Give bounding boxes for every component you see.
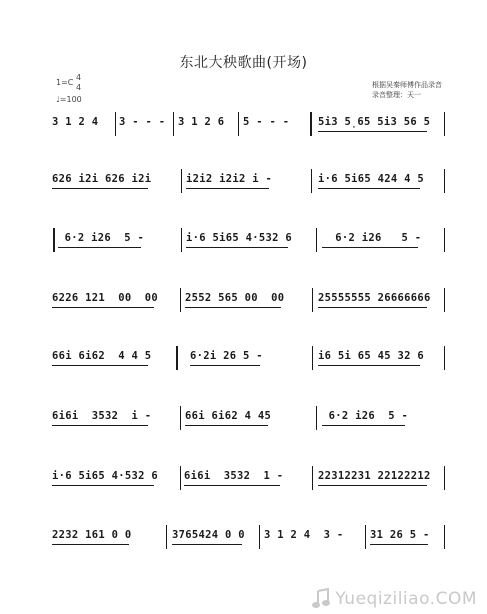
bar-line (181, 228, 182, 252)
beam-line (318, 485, 427, 486)
bar-line (444, 228, 445, 252)
bar-line (444, 169, 445, 193)
notation-text: 6226 121 00 00 (52, 292, 158, 304)
notation-text: 6·2i 26 5 - (190, 350, 263, 362)
time-signature-numerator: 4 (76, 73, 82, 82)
beam-line (318, 188, 420, 189)
music-note-icon (311, 588, 331, 610)
bar-line (115, 112, 116, 136)
beam-line (318, 307, 427, 308)
notation-text: 3 1 2 4 (52, 116, 99, 128)
notation-text: i·6 5i65 4·532 6 (52, 470, 158, 482)
score-line (0, 112, 487, 148)
bar-line (180, 288, 181, 312)
score-line (0, 346, 487, 382)
notation-text: 2552 565 00 00 (185, 292, 285, 304)
bar-line (310, 112, 312, 136)
watermark-text: Yueqiziliao.COM (335, 589, 477, 609)
beam-line (184, 485, 280, 486)
bar-line (365, 525, 366, 549)
bar-line (312, 288, 313, 312)
notation-text: 66i 6i62 4 45 (185, 410, 272, 422)
bar-line (173, 112, 174, 136)
score-line (0, 288, 487, 324)
beam-line (172, 544, 242, 545)
beam-line (370, 544, 428, 545)
notation-text: 6·2 i26 5 - (322, 232, 422, 244)
beam-line (322, 425, 405, 426)
score-line (0, 406, 487, 442)
beam-line (52, 425, 148, 426)
notation-text: i2i2 i2i2 i - (186, 173, 273, 185)
beam-line (52, 365, 148, 366)
notation-text: 6i6i 3532 i - (52, 410, 152, 422)
bar-line (53, 228, 55, 252)
bar-line (176, 346, 178, 370)
bar-line (316, 406, 317, 430)
bar-line (444, 466, 445, 490)
notation-text: 31 26 5 - (370, 529, 430, 541)
bar-line (311, 169, 312, 193)
beam-line (58, 247, 141, 248)
notation-text: 3 - - - (119, 116, 166, 128)
bar-line (180, 406, 181, 430)
notation-text: 626 i2i 626 i2i (52, 173, 152, 185)
notation-text: 3 1 2 4 3 - (264, 529, 344, 541)
notation-text: i6 5i 65 45 32 6 (318, 350, 424, 362)
score-line (0, 169, 487, 205)
beam-line (52, 188, 148, 189)
bar-line (181, 169, 182, 193)
beam-line (322, 247, 418, 248)
notation-text: 2232 161 0 0 (52, 529, 132, 541)
bar-line (316, 228, 317, 252)
tempo-marking: ♩=100 (56, 95, 82, 104)
page-title: 东北大秧歌曲(开场) (179, 55, 308, 71)
time-signature-denominator: 4 (76, 83, 82, 92)
bar-line (444, 288, 445, 312)
beam-line (52, 307, 154, 308)
beam-line (318, 365, 420, 366)
bar-line (444, 525, 445, 549)
bar-line (312, 466, 313, 490)
bar-line (166, 525, 167, 549)
beam-line (186, 188, 269, 189)
beam-line (186, 247, 288, 248)
beam-line (185, 307, 281, 308)
beam-line (190, 365, 260, 366)
notation-text: 3765424 0 0 (172, 529, 245, 541)
score-line (0, 228, 487, 264)
bar-line (444, 346, 445, 370)
bar-line (312, 346, 313, 370)
notation-text: 66i 6i62 4 4 5 (52, 350, 152, 362)
bar-line (180, 466, 181, 490)
bar-line (444, 112, 445, 136)
notation-text: 22312231 22122212 (318, 470, 431, 482)
notation-text: i·6 5i65 424 4 5 (318, 173, 424, 185)
notation-text: i·6 5i65 4·532 6 (186, 232, 292, 244)
notation-text: 5 - - - (243, 116, 290, 128)
watermark (311, 588, 477, 610)
credit-line-2: 录音整理：天一 (372, 91, 421, 99)
notation-text: 6·2 i26 5 - (322, 410, 409, 422)
beam-line (185, 425, 268, 426)
score-line (0, 525, 487, 561)
notation-text: 25555555 26666666 (318, 292, 431, 304)
notation-text: 3 1 2 6 (178, 116, 225, 128)
notation-text: 5i3 5̣65 5i3 56 5 (318, 116, 431, 128)
notation-text: 6·2 i26 5 - (58, 232, 145, 244)
credit-line-1: 根据吴秦师傅作品录音 (372, 81, 442, 89)
bar-line (238, 112, 239, 136)
score-line (0, 466, 487, 502)
bar-line (259, 525, 260, 549)
beam-line (318, 131, 427, 132)
beam-line (52, 485, 154, 486)
key-signature: 1=C (56, 78, 74, 87)
beam-line (52, 544, 129, 545)
notation-text: 6i6i 3532 1 - (184, 470, 284, 482)
